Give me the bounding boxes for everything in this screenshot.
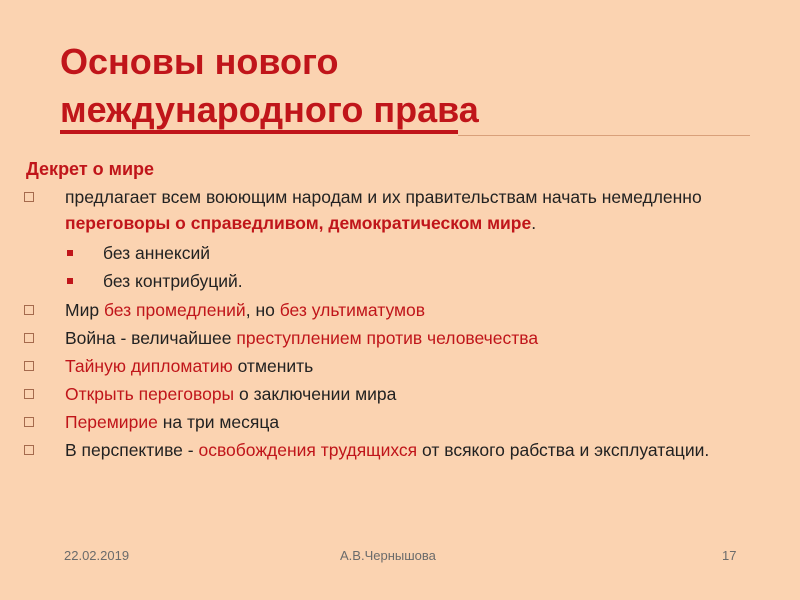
slide-title xyxy=(60,38,700,134)
list-item xyxy=(0,184,800,295)
subheading: Декрет о мире xyxy=(26,159,155,179)
item-text: , но xyxy=(245,300,280,320)
item-highlight: Перемирие xyxy=(65,412,158,432)
bullet-list xyxy=(0,184,800,465)
list-item xyxy=(0,381,800,407)
sub-item-text: без аннексий xyxy=(103,243,211,263)
item-highlight: преступлением против человечества xyxy=(236,328,539,348)
item-text: В перспективе - xyxy=(65,440,199,460)
list-item xyxy=(0,437,800,463)
item-text: Мир xyxy=(65,300,104,320)
footer-author: А.В.Чернышова xyxy=(340,548,436,563)
hollow-square-bullet-icon xyxy=(24,361,34,371)
hollow-square-bullet-icon xyxy=(24,305,34,315)
hollow-square-bullet-icon xyxy=(24,389,34,399)
list-item xyxy=(0,409,800,435)
item-text: от всякого рабства и эксплуатации. xyxy=(417,440,710,460)
sub-list xyxy=(65,239,760,295)
item-highlight: Открыть переговоры xyxy=(65,384,235,404)
hollow-square-bullet-icon xyxy=(24,333,34,343)
item-text: . xyxy=(531,213,537,233)
item-highlight: без ультиматумов xyxy=(279,300,426,320)
list-item xyxy=(0,325,800,351)
item-text: на три месяца xyxy=(157,412,280,432)
hollow-square-bullet-icon xyxy=(24,417,34,427)
item-highlight: переговоры о справедливом, демократическом мире xyxy=(65,213,532,233)
sub-list-item xyxy=(65,267,760,295)
item-text: Война - величайшее xyxy=(65,328,237,348)
item-highlight: освобождения трудящихся xyxy=(198,440,418,460)
list-item xyxy=(0,353,800,379)
footer-page-number: 17 xyxy=(722,548,737,563)
sub-item-text: без контрибуций. xyxy=(103,271,243,291)
item-highlight: Тайную дипломатию xyxy=(65,356,233,376)
footer-date: 22.02.2019 xyxy=(64,548,130,563)
item-text: предлагает всем воюющим народам и их правительствам начать немедленно xyxy=(65,187,702,207)
filled-square-bullet-icon xyxy=(67,278,73,284)
title-underline-thick xyxy=(60,130,458,134)
hollow-square-bullet-icon xyxy=(24,192,34,202)
title-underline-thin xyxy=(458,135,750,136)
filled-square-bullet-icon xyxy=(67,250,73,256)
slide-title-line-2: международного права xyxy=(60,89,479,130)
slide-title-line-1: Основы нового xyxy=(60,41,339,82)
list-item xyxy=(0,297,800,323)
item-text: о заключении мира xyxy=(234,384,397,404)
item-text: отменить xyxy=(232,356,314,376)
item-highlight: без промедлений xyxy=(103,300,246,320)
sub-list-item xyxy=(65,239,760,267)
hollow-square-bullet-icon xyxy=(24,445,34,455)
